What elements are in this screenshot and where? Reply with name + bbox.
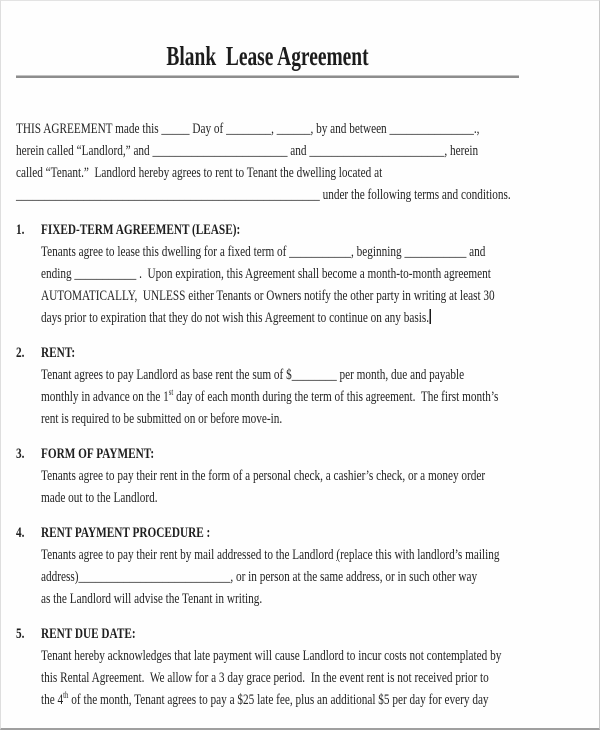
section-body [41, 443, 600, 509]
text-segment: monthly in advance on the 1 [41, 389, 169, 405]
text-segment: Tenants agree to pay their rent in the form of a personal check, a cashier’s check, or a money order [41, 468, 486, 484]
section-number: 1. [16, 222, 25, 238]
page-title: Blank Lease Agreement [166, 41, 369, 71]
text-segment: made out to the Landlord. [41, 490, 158, 506]
section [16, 219, 519, 329]
text-segment: day of each month during the term of this agreement. The first month’s [173, 389, 499, 405]
text-segment: Tenants agree to lease this dwelling for a fixed term of ___________, beginning ___________ and [41, 244, 486, 260]
section [16, 623, 519, 711]
section [16, 342, 519, 430]
intro-line [16, 184, 511, 206]
section-heading: FIXED-TERM AGREEMENT (LEASE): [41, 222, 241, 238]
section-number: 5. [16, 626, 25, 642]
section-body [41, 623, 600, 711]
text-segment: Tenants agree to pay their rent by mail addressed to the Landlord [41, 547, 337, 563]
intro-line [16, 118, 480, 140]
sections-list [16, 219, 519, 711]
section-text-line [41, 667, 501, 689]
section-text-line [41, 588, 499, 610]
section-text-line [41, 544, 499, 566]
section [16, 522, 519, 610]
text-segment: as the Landlord will advise the Tenant in writing. [41, 591, 263, 607]
document-content [16, 41, 519, 711]
text-segment: of the month, Tenant agrees to pay a $25 late fee, plus an additional $5 per day for every day [68, 692, 489, 708]
text-segment: herein called “Landlord,” and ________________________ and ________________________, herein [16, 143, 479, 159]
section-text-line [41, 307, 495, 329]
section [16, 443, 519, 509]
section-text-line [41, 566, 499, 588]
superscript-text: th [63, 690, 69, 700]
text-segment: address)___________________________, or in person at the same address, or in such other way [41, 569, 478, 585]
text-segment: AUTOMATICALLY, UNLESS either Tenants or Owners notify the other party in writing at least 30 [41, 288, 495, 304]
section-heading: RENT DUE DATE: [41, 626, 136, 642]
intro-paragraph [16, 118, 519, 206]
section-text-line [41, 645, 501, 667]
section-number: 4. [16, 525, 25, 541]
section-body [41, 522, 600, 610]
text-segment: THIS AGREEMENT made this _____ Day of ________, ______, by and between _______________., [16, 121, 480, 137]
text-segment: Tenant agrees to pay Landlord as base rent the sum of $________ per month, due and payable [41, 367, 465, 383]
section-text-line [41, 241, 495, 263]
section-number: 3. [16, 446, 25, 462]
text-segment: days prior to expiration that they do not wish this Agreement to continue on any basis. [41, 310, 430, 326]
text-cursor [430, 309, 432, 324]
title-rule [16, 75, 519, 78]
text-segment: Tenant hereby acknowledges that late payment will cause Landlord to incur costs not contemplated by [41, 648, 502, 664]
section-heading: RENT PAYMENT PROCEDURE : [41, 525, 211, 541]
section-text-line [41, 465, 485, 487]
section-text-line [41, 408, 498, 430]
superscript-text: st [168, 387, 174, 397]
section-text-line [41, 285, 495, 307]
text-segment: called “Tenant.” Landlord hereby agrees to rent to Tenant the dwelling located at [16, 165, 383, 181]
text-segment: replace this with landlord’s mailing [340, 547, 500, 563]
section-body [41, 219, 600, 329]
section-text-line [41, 364, 498, 386]
section-text-line [41, 263, 495, 285]
intro-line [16, 162, 393, 184]
text-segment: the 4 [41, 692, 64, 708]
text-segment: this Rental Agreement. We allow for a 3 day grace period. In the event rent is not received prior to [41, 670, 489, 686]
section-text-line [41, 689, 501, 711]
section-text-line [41, 487, 485, 509]
section-number: 2. [16, 345, 25, 361]
section-body [41, 342, 600, 430]
section-text-line [41, 386, 498, 408]
text-segment: ending ___________ . Upon expiration, this Agreement shall become a month-to-month agreement [41, 266, 491, 282]
section-heading: FORM OF PAYMENT: [41, 446, 155, 462]
text-segment: ______________________________________________________ under the following terms and conditions. [16, 187, 511, 203]
section-heading: RENT: [41, 345, 76, 361]
intro-line [16, 140, 479, 162]
underlined-text: ( [336, 547, 341, 563]
text-segment: rent is required to be submitted on or before move-in. [41, 411, 283, 427]
